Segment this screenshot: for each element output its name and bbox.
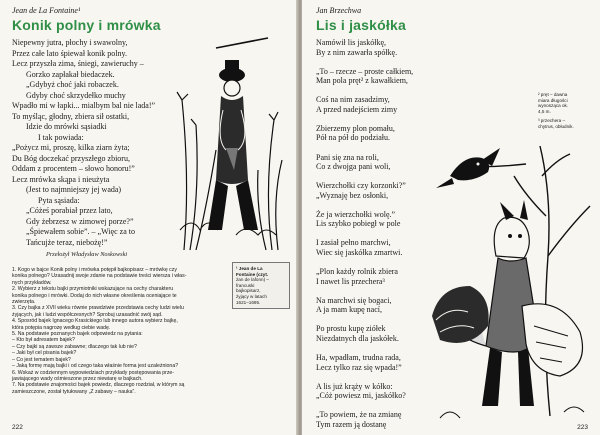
question-line: nych przykładów.: [12, 279, 52, 286]
right-title: Lis i jaskółka: [316, 17, 406, 33]
poem-line: I nawet lis przechera³: [316, 276, 385, 286]
poem-line: Lis szybko pobiegł w pole: [316, 219, 401, 229]
footnote-line: 4,5 m.: [538, 108, 551, 114]
poem-line: Namówił lis jaskółkę,: [316, 38, 386, 47]
footnote-line: francuski: [236, 282, 255, 288]
left-poem: [12, 38, 155, 248]
poem-line: Wiec się jaskółka zmartwi.: [316, 248, 403, 258]
question-line: 6. Wskaż w codziennym wypowiedziach przykłady postępowania prze-: [12, 369, 175, 376]
question-line: – Co jest tematem bajek?: [12, 356, 71, 363]
poem-line: [316, 172, 413, 182]
poem-line: I zasiał pełno marchwi,: [316, 238, 391, 248]
question-line: konika polnego? Uzasadnij swoje zdanie na podstawie treści wiersza i włas-: [12, 273, 187, 280]
poem-line: Idzie do mrówki sąsiadki: [26, 122, 107, 131]
poem-line: A ja mam kupę nací,: [316, 305, 382, 315]
poem-line: „To – rzecze – proste całkiem,: [316, 66, 414, 76]
question-line: która potępia nagrozę według ciebie wadę.: [12, 324, 111, 331]
poem-line: Co z dwojga pani woli,: [316, 162, 391, 172]
footnote-line: ³ przechera –: [538, 118, 566, 124]
question-line: – Jaki był cel pisania bajek?: [12, 350, 77, 357]
poem-line: Wierzchołki czy korzonki?”: [316, 181, 406, 191]
footnote-line: żyjący w latach: [236, 293, 267, 299]
poem-line: Lecz tylko raz się wpada!”: [316, 362, 402, 372]
question-line: 3. Czy bajka z XVII wieku równie prawdziwie przedstawia cechy ludzi wielu: [12, 305, 184, 312]
poem-line: Man pola pręt² z kawałkiem,: [316, 76, 408, 86]
footnote-line: bajkopisarz,: [236, 288, 261, 294]
question-line: konika polnego i mrówki. Dodaj do nich własne określenia oceniające te: [12, 292, 177, 299]
poem-line: [316, 229, 413, 239]
left-page: [0, 0, 298, 435]
poem-line: [316, 286, 413, 296]
poem-line: Przez całe lato śpiewał konik polny.: [12, 48, 127, 58]
left-footnote: [232, 262, 290, 309]
question-line: – Czy bajki są zawsze zabawne; dlaczego tak lub nie?: [12, 343, 137, 350]
question-line: 1. Kogo w bajce Konik polny i mrówka potępił bajkopisarz – mrówkę czy: [12, 267, 177, 273]
poem-line: Po prostu kupę ziółek: [316, 324, 386, 334]
page-number-right: 223: [577, 424, 588, 431]
poem-line: Gorzko zapłakał biedaczek.: [26, 69, 115, 79]
poem-line: Na marchwi się bogaci,: [316, 295, 392, 305]
footnote-line: ² pręt – dawna: [538, 92, 568, 97]
poem-line: Oddam z procentem – słowo honoru!”: [12, 164, 135, 173]
poem-line: I tak powiada:: [38, 132, 84, 142]
question-line: 7. Na podstawie znajomości bajek powiedz, dlaczego rozdział, w którym są: [12, 382, 185, 389]
poem-line: Lecz przyszła zima, śniegi, zawieruchy –: [12, 59, 144, 68]
question-line: żyjących, jak i ludzi współczesnych? Sprobuj uzasadnić swój sąd.: [12, 311, 163, 318]
footnote-line: wynosząca ok.: [538, 103, 569, 109]
footnote-line: ¹ Jean de La: [236, 266, 263, 271]
questions-list: [12, 267, 186, 395]
poem-line: Coś na nim zasadzimy,: [316, 95, 390, 105]
right-author: Jan Brzechwa: [316, 6, 362, 15]
poem-line: [316, 86, 413, 96]
question-line: zamieszczone, został tytułowany „Z zabawy – nauka”.: [12, 388, 136, 395]
poem-line: A lis już krąży w kółko:: [316, 381, 393, 391]
footnote-line: 1621–1695.: [236, 299, 261, 305]
right-poem: [316, 38, 413, 429]
poem-line: Pani się zna na roli,: [316, 152, 379, 162]
footnote-line: chytrus, obłudnik.: [538, 123, 574, 129]
poem-line: [316, 315, 413, 325]
poem-line: [316, 372, 413, 382]
poem-line: Gdyby choć skrzydełko muchy: [26, 90, 126, 100]
poem-line: „Cóżeś porabiał przez lato,: [26, 206, 113, 215]
poem-line: Że ja wierzchołki wolę.”: [316, 209, 396, 219]
question-line: jawiającego wady ośmieszone przez niewiarę w bajkach.: [12, 375, 143, 382]
question-line: – Jaką formę mają bajki i od czego taka właśnie forma jest uzależniona?: [12, 363, 179, 370]
poem-line: By z nim zawarła spółkę.: [316, 47, 398, 57]
left-author: Jean de La Fontaine¹: [12, 6, 81, 15]
poem-line: [316, 200, 413, 210]
footnote-line: miara długości: [538, 97, 568, 103]
poem-line: [316, 57, 413, 67]
poem-line: „Cóż powiesz mi, jaskółko?: [316, 391, 406, 401]
question-line: 4. Sposród bajek Ignacego Krasickiego lub innego autora wybierz bajkę,: [12, 318, 178, 325]
grasshopper-illustration: [176, 30, 286, 255]
poem-line: „To powiem, że na zmianę: [316, 410, 402, 420]
poem-line: [316, 258, 413, 268]
left-title: Konik polny i mrówka: [12, 17, 161, 33]
poem-line: To myśląc, głodny, zbiera sił ostatki,: [12, 111, 130, 121]
poem-line: Ha, wpadłam, trudna rada,: [316, 353, 401, 363]
question-line: zwierzęta.: [12, 299, 36, 306]
right-page: [302, 0, 600, 435]
footnote-line: Fontaine (czyt.: [236, 271, 269, 277]
poem-line: Lecz mrówka skąpa i nieużyta: [12, 174, 110, 184]
poem-line: „Śpiewałem sobie”. – „Więc za to: [26, 227, 135, 236]
question-line: 2. Wybierz z tekstu bajki przymiotniki wskazujące na cechy charakteru: [12, 286, 174, 293]
poem-line: „Wyznaję bez osłonki,: [316, 190, 389, 200]
question-line: 5. Na podstawie poznanych bajek odpowiedz na pytania:: [12, 331, 143, 338]
poem-line: Tańcujże teraz, niebożę!”: [26, 237, 108, 247]
poem-line: [316, 401, 413, 411]
right-footnotes: [538, 92, 574, 130]
poem-line: Tym razem ją dostanę: [316, 419, 387, 429]
poem-line: Gdy żebrzesz w zimowej porze?”: [26, 216, 134, 226]
poem-line: Niepewny jutra, płochy i swawolny,: [12, 38, 128, 47]
footnote-line: żan de lafonn) –: [236, 277, 269, 283]
poem-line: [316, 344, 413, 354]
poem-line: „Gdybyż choć jaki robaczek.: [26, 80, 119, 89]
poem-line: [316, 143, 413, 153]
poem-line: (Jest to najmniejszy jej wada): [26, 185, 122, 194]
poem-line: [316, 114, 413, 124]
fox-swallow-illustration: [430, 136, 598, 426]
poem-line: Wpadło mi w łapki... mialbym bal nie lada!”: [12, 101, 156, 110]
poem-line: Zbierzemy plon pomału,: [316, 123, 395, 133]
poem-line: A przed nadejściem zimy: [316, 104, 398, 114]
poem-line: Du Bóg doczekać przyszłego zbioru,: [12, 153, 130, 163]
poem-line: Pół na pół do podziału.: [316, 133, 390, 143]
poem-line: „Pożycz mi, proszę, kilka ziarn żyta;: [12, 143, 130, 152]
page-number-left: 222: [12, 424, 23, 431]
translator-credit: Przełożył Władysław Noskowski: [46, 251, 128, 258]
poem-line: Pyta sąsiada:: [38, 195, 80, 205]
question-line: – Kto był adresatem bajek?: [12, 337, 75, 344]
poem-line: „Plon każdy rolnik zbiera: [316, 267, 398, 277]
poem-line: Niezdatnych dla jaskółek.: [316, 333, 399, 343]
